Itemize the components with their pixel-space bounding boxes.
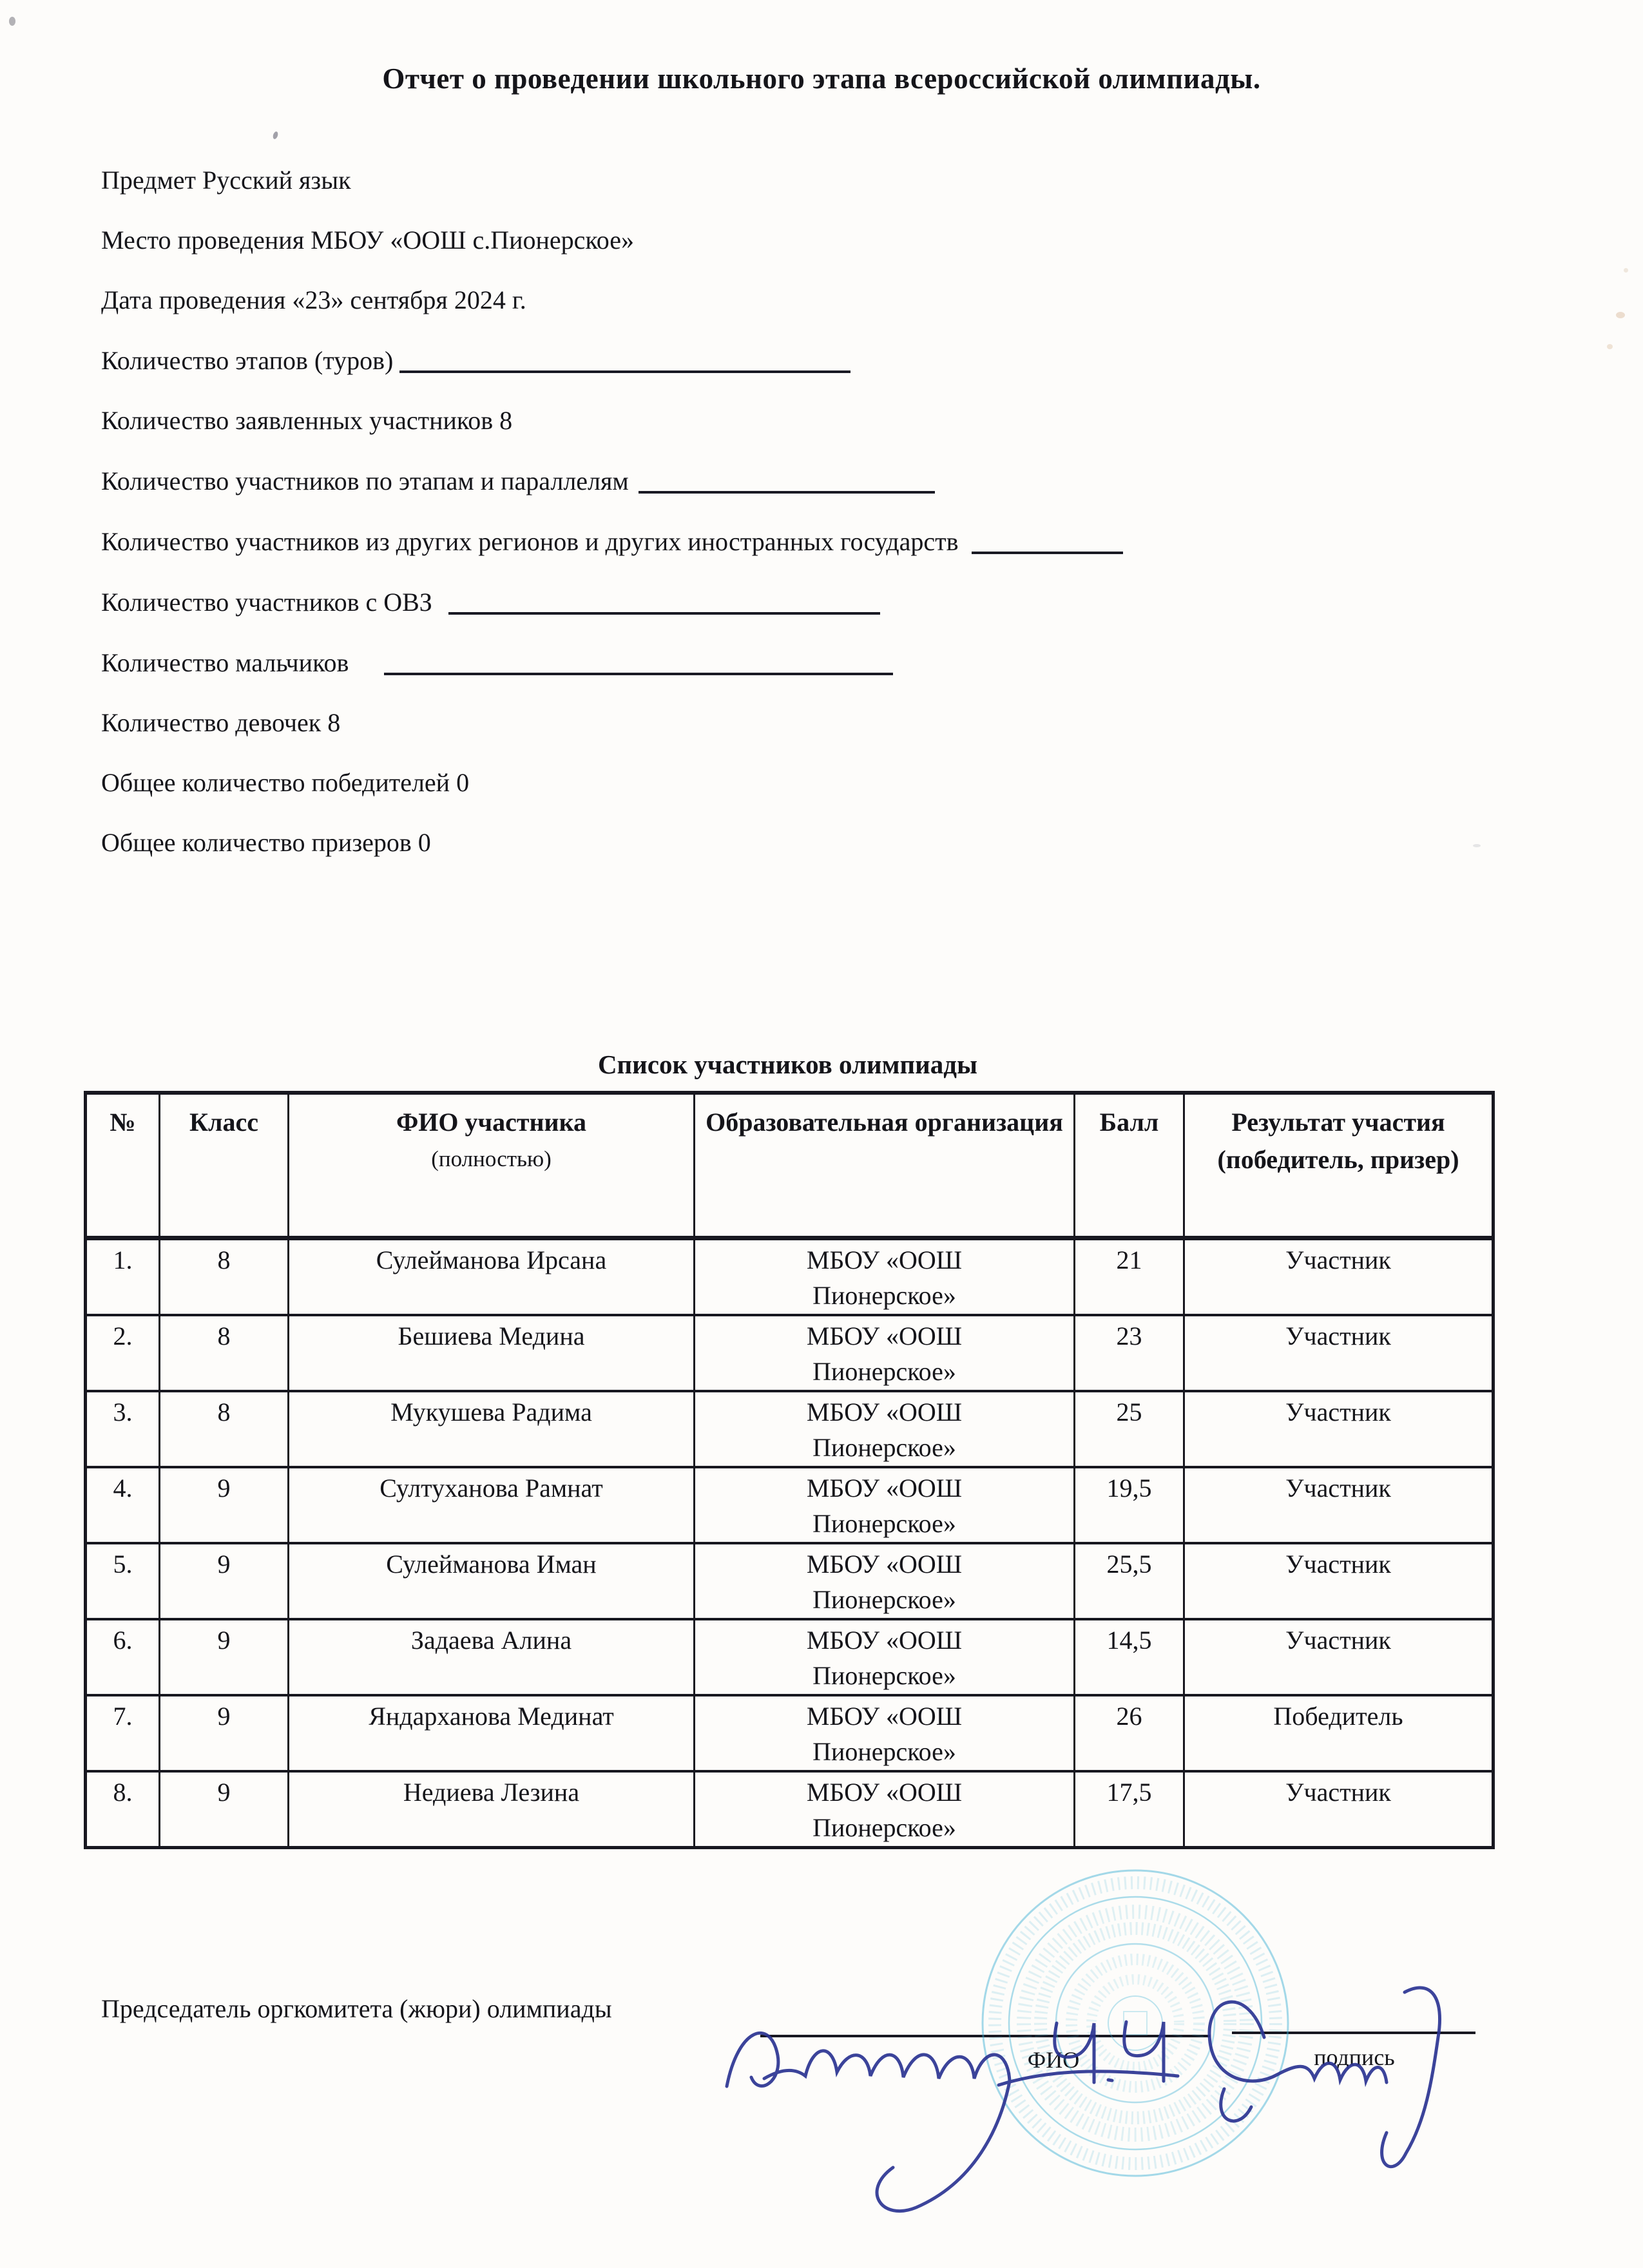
cell-num: 8.	[86, 1771, 160, 1848]
cell-result: Участник	[1184, 1238, 1494, 1315]
cell-org-line1: МБОУ «ООШ	[806, 1625, 963, 1655]
info-line-other-regions	[101, 526, 1583, 557]
cell-score: 25,5	[1075, 1543, 1184, 1619]
cell-grade: 9	[160, 1543, 289, 1619]
cell-name: Султуханова Рамнат	[289, 1467, 695, 1543]
col-header-result: Результат участия (победитель, призер)	[1184, 1093, 1494, 1238]
cell-score: 26	[1075, 1695, 1184, 1771]
fio-label: ФИО	[1027, 2047, 1080, 2073]
cell-org-line2: Пионерское»	[812, 1508, 956, 1538]
cell-num: 7.	[86, 1695, 160, 1771]
info-line-text: Общее количество призеров 0	[101, 828, 431, 857]
cell-result: Участник	[1184, 1391, 1494, 1467]
cell-result: Участник	[1184, 1543, 1494, 1619]
cell-result: Участник	[1184, 1467, 1494, 1543]
cell-score: 19,5	[1075, 1467, 1184, 1543]
cell-name: Бешиева Медина	[289, 1315, 695, 1391]
info-line-by-stages	[101, 465, 1583, 497]
cell-org-line2: Пионерское»	[812, 1736, 956, 1766]
blank-underline	[448, 586, 880, 615]
info-line-subject	[101, 165, 1583, 196]
info-line-boys	[101, 647, 1583, 678]
info-line-stages	[101, 345, 1583, 376]
cell-org-line2: Пионерское»	[812, 1432, 956, 1462]
info-line-text: Количество участников с ОВЗ	[101, 588, 432, 617]
table-heading: Список участников олимпиады	[597, 1050, 978, 1079]
cell-result: Участник	[1184, 1771, 1494, 1848]
cell-org-line2: Пионерское»	[812, 1356, 956, 1386]
col-header-num: №	[86, 1093, 160, 1238]
table-row	[86, 1543, 1494, 1619]
cell-org-line2: Пионерское»	[812, 1280, 956, 1310]
info-line-date	[101, 285, 1583, 316]
stamp-and-signatures-overlay	[696, 1830, 1553, 2268]
cell-org-line1: МБОУ «ООШ	[806, 1473, 963, 1503]
cell-grade: 9	[160, 1771, 289, 1848]
cell-org-line2: Пионерское»	[812, 1660, 956, 1690]
table-row	[86, 1619, 1494, 1695]
cell-org	[695, 1467, 1075, 1543]
info-line-girls	[101, 707, 1583, 738]
cell-name: Сулейманова Иман	[289, 1543, 695, 1619]
info-line-text: Количество девочек 8	[101, 708, 341, 737]
info-line-text: Предмет Русский язык	[101, 166, 351, 195]
blank-underline	[639, 465, 935, 494]
info-line-winners	[101, 767, 1583, 798]
table-row	[86, 1391, 1494, 1467]
cell-name: Недиева Лезина	[289, 1771, 695, 1848]
cell-num: 4.	[86, 1467, 160, 1543]
cell-grade: 9	[160, 1695, 289, 1771]
scan-speck	[272, 131, 278, 140]
table-row	[86, 1695, 1494, 1771]
cell-num: 1.	[86, 1238, 160, 1315]
cell-org-line1: МБОУ «ООШ	[806, 1397, 963, 1427]
col-header-org: Образовательная организация	[695, 1093, 1075, 1238]
cell-org-line1: МБОУ «ООШ	[806, 1701, 963, 1731]
cell-num: 3.	[86, 1391, 160, 1467]
cell-name: Яндарханова Мединат	[289, 1695, 695, 1771]
cell-score: 21	[1075, 1238, 1184, 1315]
cell-grade: 8	[160, 1391, 289, 1467]
cell-grade: 8	[160, 1238, 289, 1315]
cell-score: 17,5	[1075, 1771, 1184, 1848]
table-row	[86, 1238, 1494, 1315]
info-line-text: Количество мальчиков	[101, 648, 349, 677]
participants-table	[84, 1091, 1495, 1849]
info-line-text: Дата проведения «23» сентября 2024 г.	[101, 285, 526, 314]
cell-org	[695, 1391, 1075, 1467]
table-row	[86, 1467, 1494, 1543]
cell-org	[695, 1238, 1075, 1315]
col-header-name-sub: (полностью)	[431, 1146, 552, 1171]
cell-name: Сулейманова Ирсана	[289, 1238, 695, 1315]
cell-org-line2: Пионерское»	[812, 1584, 956, 1614]
col-header-grade: Класс	[160, 1093, 289, 1238]
col-header-score: Балл	[1075, 1093, 1184, 1238]
info-line-place	[101, 225, 1583, 256]
blank-underline	[399, 345, 850, 373]
info-line-declared-participants	[101, 405, 1583, 436]
info-line-prize-winners	[101, 827, 1583, 858]
info-line-text: Количество участников по этапам и параллелям	[101, 466, 629, 495]
scan-speck	[1473, 844, 1481, 847]
info-line-ovz	[101, 586, 1583, 618]
cell-result: Победитель	[1184, 1695, 1494, 1771]
cell-org-line1: МБОУ «ООШ	[806, 1549, 963, 1579]
scan-speck	[9, 17, 15, 26]
cell-org	[695, 1695, 1075, 1771]
scan-speck	[1616, 312, 1625, 318]
col-header-name-main: ФИО участника	[396, 1108, 587, 1137]
cell-result: Участник	[1184, 1619, 1494, 1695]
cell-num: 6.	[86, 1619, 160, 1695]
cell-num: 5.	[86, 1543, 160, 1619]
cell-score: 14,5	[1075, 1619, 1184, 1695]
podpis-label: подпись	[1314, 2044, 1395, 2070]
info-line-text: Количество участников из других регионов и других иностранных государств	[101, 527, 959, 556]
table-header-row	[86, 1093, 1494, 1238]
info-line-text: Количество заявленных участников 8	[101, 406, 513, 435]
cell-result: Участник	[1184, 1315, 1494, 1391]
cell-org	[695, 1315, 1075, 1391]
blank-underline	[972, 526, 1123, 554]
report-info-block	[101, 165, 1583, 887]
cell-org-line1: МБОУ «ООШ	[806, 1777, 963, 1807]
cell-org-line1: МБОУ «ООШ	[806, 1321, 963, 1350]
scan-speck	[1624, 268, 1628, 273]
info-line-text: Количество этапов (туров)	[101, 346, 394, 375]
table-row	[86, 1315, 1494, 1391]
cell-grade: 8	[160, 1315, 289, 1391]
round-stamp	[983, 1870, 1288, 2176]
signature-fio-handwriting	[727, 2022, 1178, 2211]
cell-org	[695, 1543, 1075, 1619]
page-title: Отчет о проведении школьного этапа всероссийской олимпиады.	[382, 62, 1261, 95]
scan-speck	[1607, 344, 1613, 349]
col-header-name	[289, 1093, 695, 1238]
cell-score: 25	[1075, 1391, 1184, 1467]
cell-num: 2.	[86, 1315, 160, 1391]
cell-grade: 9	[160, 1467, 289, 1543]
cell-score: 23	[1075, 1315, 1184, 1391]
cell-org	[695, 1619, 1075, 1695]
blank-underline	[384, 647, 893, 675]
cell-org-line1: МБОУ «ООШ	[806, 1245, 963, 1274]
chairman-label: Председатель оргкомитета (жюри) олимпиады	[101, 1994, 612, 2023]
cell-name: Задаева Алина	[289, 1619, 695, 1695]
table-header	[86, 1093, 1494, 1238]
cell-name: Мукушева Радима	[289, 1391, 695, 1467]
info-line-text: Общее количество победителей 0	[101, 768, 470, 797]
info-line-text: Место проведения МБОУ «ООШ с.Пионерское»	[101, 226, 635, 255]
cell-grade: 9	[160, 1619, 289, 1695]
cell-org-line2: Пионерское»	[812, 1812, 956, 1842]
